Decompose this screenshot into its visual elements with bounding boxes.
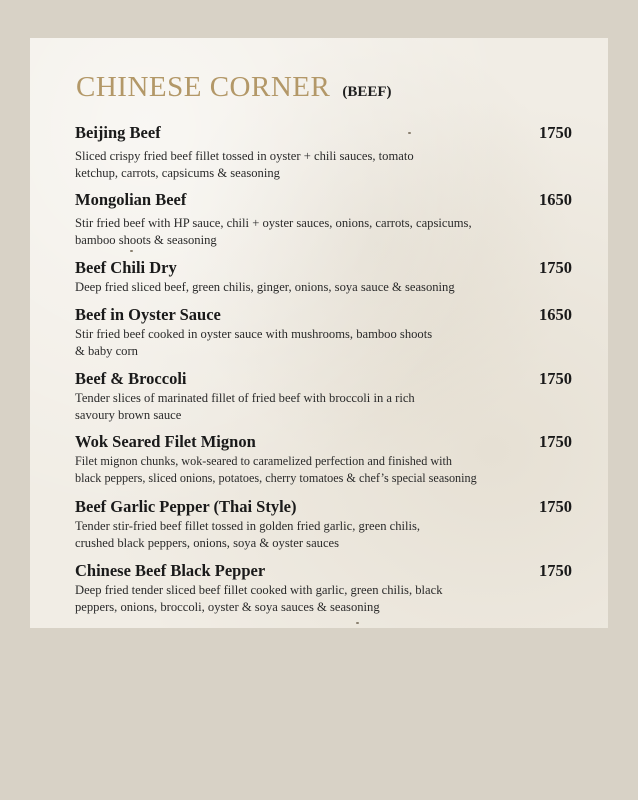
menu-item [75,497,572,552]
item-description-line: Filet mignon chunks, wok-seared to caramelized perfection and finished with [75,454,453,468]
menu-item [75,432,572,487]
item-name: Beef & Broccoli [75,369,187,388]
menu-item [75,123,572,182]
paper-speck [130,250,133,252]
item-name: Beef Chili Dry [75,258,177,277]
item-description-line: Deep fried sliced beef, green chilis, ginger, onions, soya sauce & seasoning [75,280,455,294]
item-name: Chinese Beef Black Pepper [75,561,266,580]
item-price: 1750 [539,258,572,277]
menu-item [75,561,572,616]
item-description [75,148,572,182]
item-name: Beef Garlic Pepper (Thai Style) [75,497,297,516]
item-name: Wok Seared Filet Mignon [75,432,256,451]
item-description-line: Stir fried beef with HP sauce, chili + oyster sauces, onions, carrots, capsicums, [75,216,472,230]
item-description-line: peppers, onions, broccoli, oyster & soya sauces & seasoning [75,600,380,614]
item-description-line: & baby corn [75,344,138,358]
item-description [75,390,572,424]
item-description-line: ketchup, carrots, capsicums & seasoning [75,166,280,180]
menu-subtitle: (BEEF) [342,84,392,100]
item-description [75,518,572,552]
menu-header [76,71,392,104]
item-price: 1650 [539,190,572,209]
item-price: 1750 [539,369,572,388]
item-description [75,326,572,360]
item-description-line: black peppers, sliced onions, potatoes, cherry tomatoes & chef’s special seasoning [75,471,477,485]
item-description-line: Tender slices of marinated fillet of fried beef with broccoli in a rich [75,391,415,405]
item-name: Mongolian Beef [75,190,187,209]
item-price: 1750 [539,123,572,142]
item-name: Beef in Oyster Sauce [75,305,221,324]
item-description-line: savoury brown sauce [75,408,182,422]
paper-speck [356,622,359,624]
item-price: 1650 [539,305,572,324]
item-price: 1750 [539,432,572,451]
item-description-line: Tender stir-fried beef fillet tossed in golden fried garlic, green chilis, [75,519,421,533]
item-description-line: bamboo shoots & seasoning [75,233,217,247]
menu-item [75,305,572,360]
item-price: 1750 [539,497,572,516]
menu-page [30,38,608,628]
menu-title: CHINESE CORNER [76,71,331,103]
item-price: 1750 [539,561,572,580]
item-name: Beijing Beef [75,123,161,142]
item-description-line: crushed black peppers, onions, soya & oyster sauces [75,536,340,550]
item-description [75,279,572,296]
item-description-line: Sliced crispy fried beef fillet tossed in oyster + chili sauces, tomato [75,149,414,163]
item-description-line: Deep fried tender sliced beef fillet cooked with garlic, green chilis, black [75,583,443,597]
menu-item [75,369,572,424]
item-description [75,582,572,616]
item-description [75,453,572,487]
menu-item [75,258,572,296]
item-description [75,215,572,249]
menu-item [75,190,572,249]
item-description-line: Stir fried beef cooked in oyster sauce with mushrooms, bamboo shoots [75,327,433,341]
